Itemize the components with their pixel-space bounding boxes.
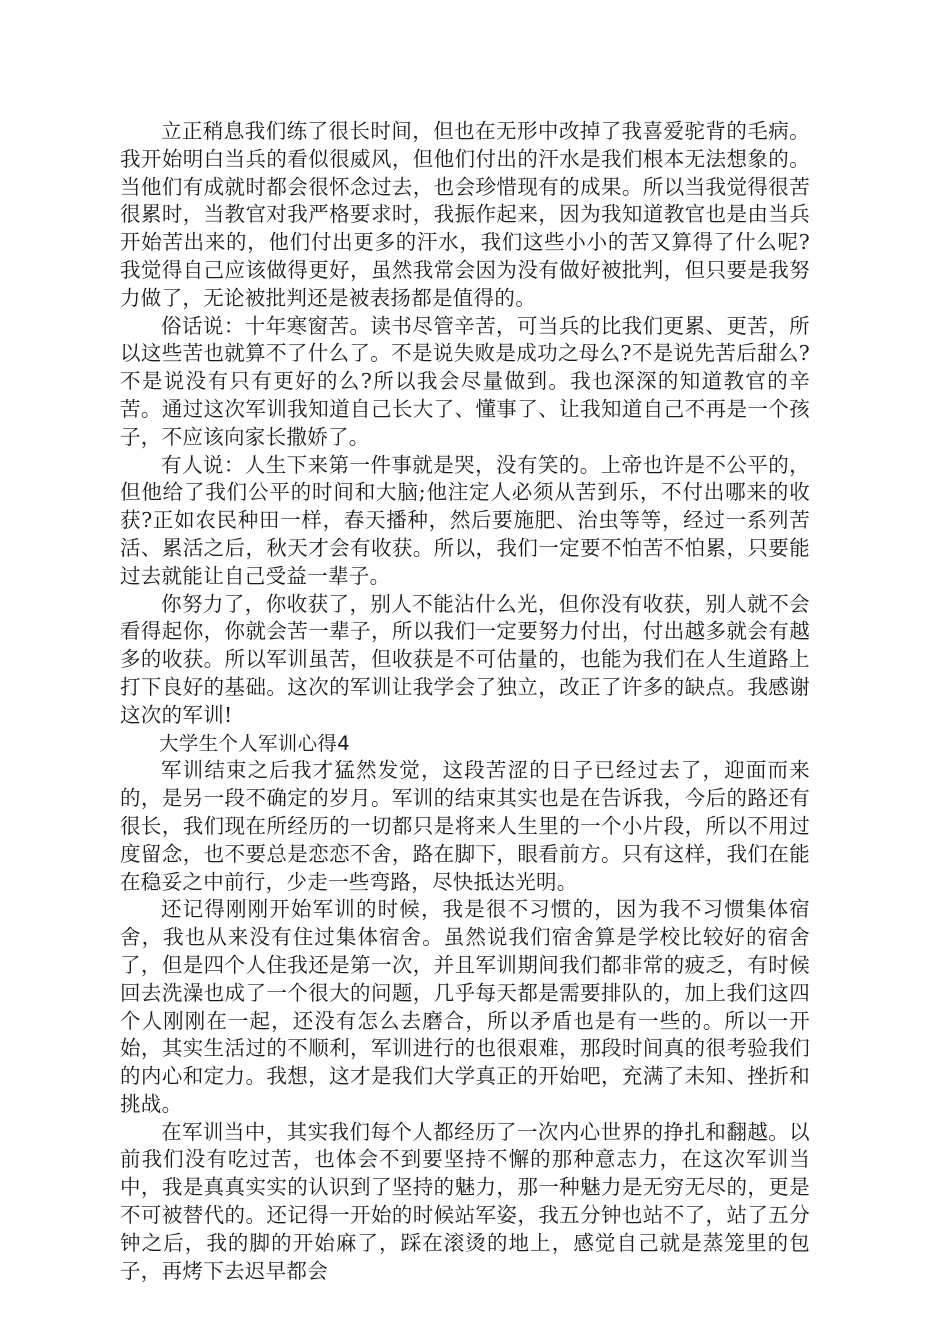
- paragraph-6: 还记得刚刚开始军训的时候，我是很不习惯的，因为我不习惯集体宿舍，我也从来没有住过集体宿舍。虽然说我们宿舍算是学校比较好的宿舍了，但是四个人住我还是第一次，并且军训期间我们都非常的疲乏，有时候回去洗澡也成了一个很大的问题，几乎每天都是需要排队的，加上我们这四个人刚刚在一起，还没有怎么去磨合，所以矛盾也是有一些的。所以一开始，其实生活过的不顺利，军训进行的也很艰难，那段时间真的很考验我们的内心和定力。我想，这才是我们大学真正的开始吧，充满了未知、挫折和挑战。: [120, 897, 810, 1116]
- paragraph-5: 军训结束之后我才猛然发觉，这段苦涩的日子已经过去了，迎面而来的，是另一段不确定的岁月。军训的结束其实也是在告诉我，今后的路还有很长，我们现在所经历的一切都只是将来人生里的一个小片段，所以不用过度留念，也不要总是恋恋不舍，路在脚下，眼看前方。只有这样，我们在能在稳妥之中前行，少走一些弯路，尽快抵达光明。: [120, 758, 810, 894]
- section-heading: 大学生个人军训心得4: [159, 731, 350, 755]
- paragraph-1: 立正稍息我们练了很长时间，但也在无形中改掉了我喜爱驼背的毛病。我开始明白当兵的看似很威风，但他们付出的汗水是我们根本无法想象的。当他们有成就时都会很怀念过去，也会珍惜现有的成果。所以当我觉得很苦很累时，当教官对我严格要求时，我振作起来，因为我知道教官也是由当兵开始苦出来的，他们付出更多的汗水，我们这些小小的苦又算得了什么呢?我觉得自己应该做得更好，虽然我常会因为没有做好被批判，但只要是我努力做了，无论被批判还是被表扬都是值得的。: [120, 119, 810, 310]
- paragraph-2: 俗话说：十年寒窗苦。读书尽管辛苦，可当兵的比我们更累、更苦，所以这些苦也就算不了什么了。不是说失败是成功之母么?不是说先苦后甜么?不是说没有只有更好的么?所以我会尽量做到。我也深深的知道教官的辛苦。通过这次军训我知道自己长大了、懂事了、让我知道自己不再是一个孩子，不应该向家长撒娇了。: [120, 313, 810, 449]
- paragraph-7: 在军训当中，其实我们每个人都经历了一次内心世界的挣扎和翻越。以前我们没有吃过苦，也体会不到要坚持不懈的那种意志力，在这次军训当中，我是真真实实的认识到了坚持的魅力，那一种魅力是无穷无尽的，更是不可被替代的。还记得一开始的时候站军姿，我五分钟也站不了，站了五分钟之后，我的脚的开始麻了，踩在滚烫的地上，感觉自己就是蒸笼里的包子，再烤下去迟早都会: [120, 1119, 810, 1283]
- document-page: [120, 118, 810, 1285]
- paragraph-4: 你努力了，你收获了，别人不能沾什么光，但你没有收获，别人就不会看得起你，你就会苦一辈子，所以我们一定要努力付出，付出越多就会有越多的收获。所以军训虽苦，但收获是不可估量的，也能为我们在人生道路上打下良好的基础。这次的军训让我学会了独立，改正了许多的缺点。我感谢这次的军训!: [120, 591, 810, 727]
- paragraph-3: 有人说：人生下来第一件事就是哭，没有笑的。上帝也许是不公平的，但他给了我们公平的时间和大脑;他注定人必须从苦到乐，不付出哪来的收获?正如农民种田一样，春天播种，然后要施肥、治虫等等，经过一系列苦活、累活之后，秋天才会有收获。所以，我们一定要不怕苦不怕累，只要能过去就能让自己受益一辈子。: [120, 452, 810, 588]
